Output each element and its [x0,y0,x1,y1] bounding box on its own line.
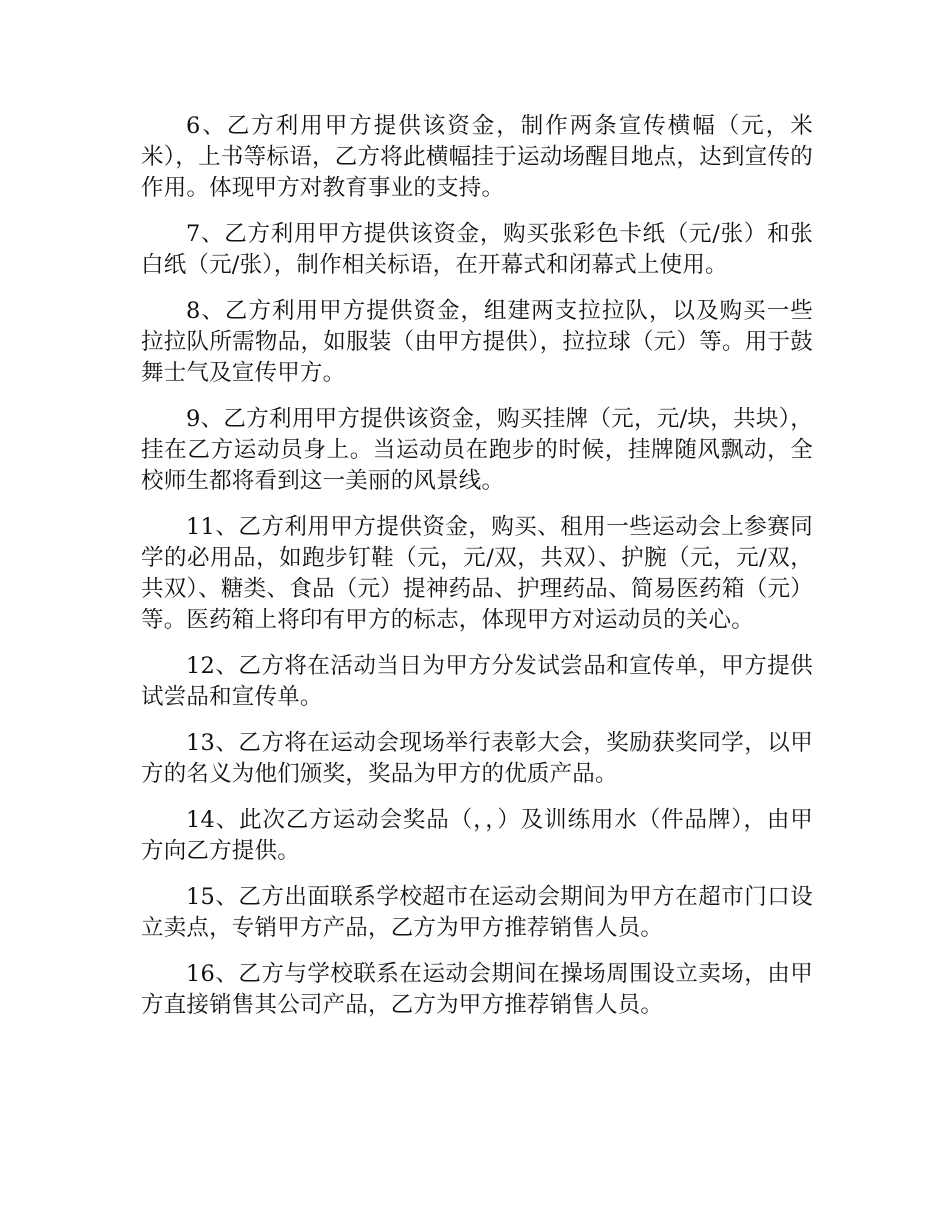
clause-8: 8、乙方利用甲方提供资金，组建两支拉拉队，以及购买一些拉拉队所需物品，如服装（由甲方提供），拉拉球（元）等。用于鼓舞士气及宣传甲方。 [141,298,813,386]
clause-13: 13、乙方将在运动会现场举行表彰大会，奖励获奖同学，以甲方的名义为他们颁奖，奖品为甲方的优质产品。 [141,730,813,787]
clause-12: 12、乙方将在活动当日为甲方分发试尝品和宣传单，甲方提供试尝品和宣传单。 [141,653,813,710]
clause-11: 11、乙方利用甲方提供资金，购买、租用一些运动会上参赛同学的必用品，如跑步钉鞋（元，元/双，共双）、护腕（元，元/双，共双）、糖类、食品（元）提神药品、护理药品、简易医药箱（元）等。医药箱上将印有甲方的标志，体现甲方对运动员的关心。 [141,514,813,633]
clause-15: 15、乙方出面联系学校超市在运动会期间为甲方在超市门口设立卖点，专销甲方产品，乙方为甲方推荐销售人员。 [141,884,813,941]
clause-14: 14、此次乙方运动会奖品（，，）及训练用水（件品牌），由甲方向乙方提供。 [141,807,813,864]
clause-9: 9、乙方利用甲方提供该资金，购买挂牌（元，元/块，共块），挂在乙方运动员身上。当运动员在跑步的时候，挂牌随风飘动，全校师生都将看到这一美丽的风景线。 [141,406,813,494]
clause-6: 6、乙方利用甲方提供该资金，制作两条宣传横幅（元，米米），上书等标语，乙方将此横幅挂于运动场醒目地点，达到宣传的作用。体现甲方对教育事业的支持。 [141,113,813,201]
clause-16: 16、乙方与学校联系在运动会期间在操场周围设立卖场，由甲方直接销售其公司产品，乙方为甲方推荐销售人员。 [141,961,813,1018]
clause-7: 7、乙方利用甲方提供该资金，购买张彩色卡纸（元/张）和张白纸（元/张），制作相关标语，在开幕式和闭幕式上使用。 [141,221,813,278]
document-body [141,111,813,1036]
